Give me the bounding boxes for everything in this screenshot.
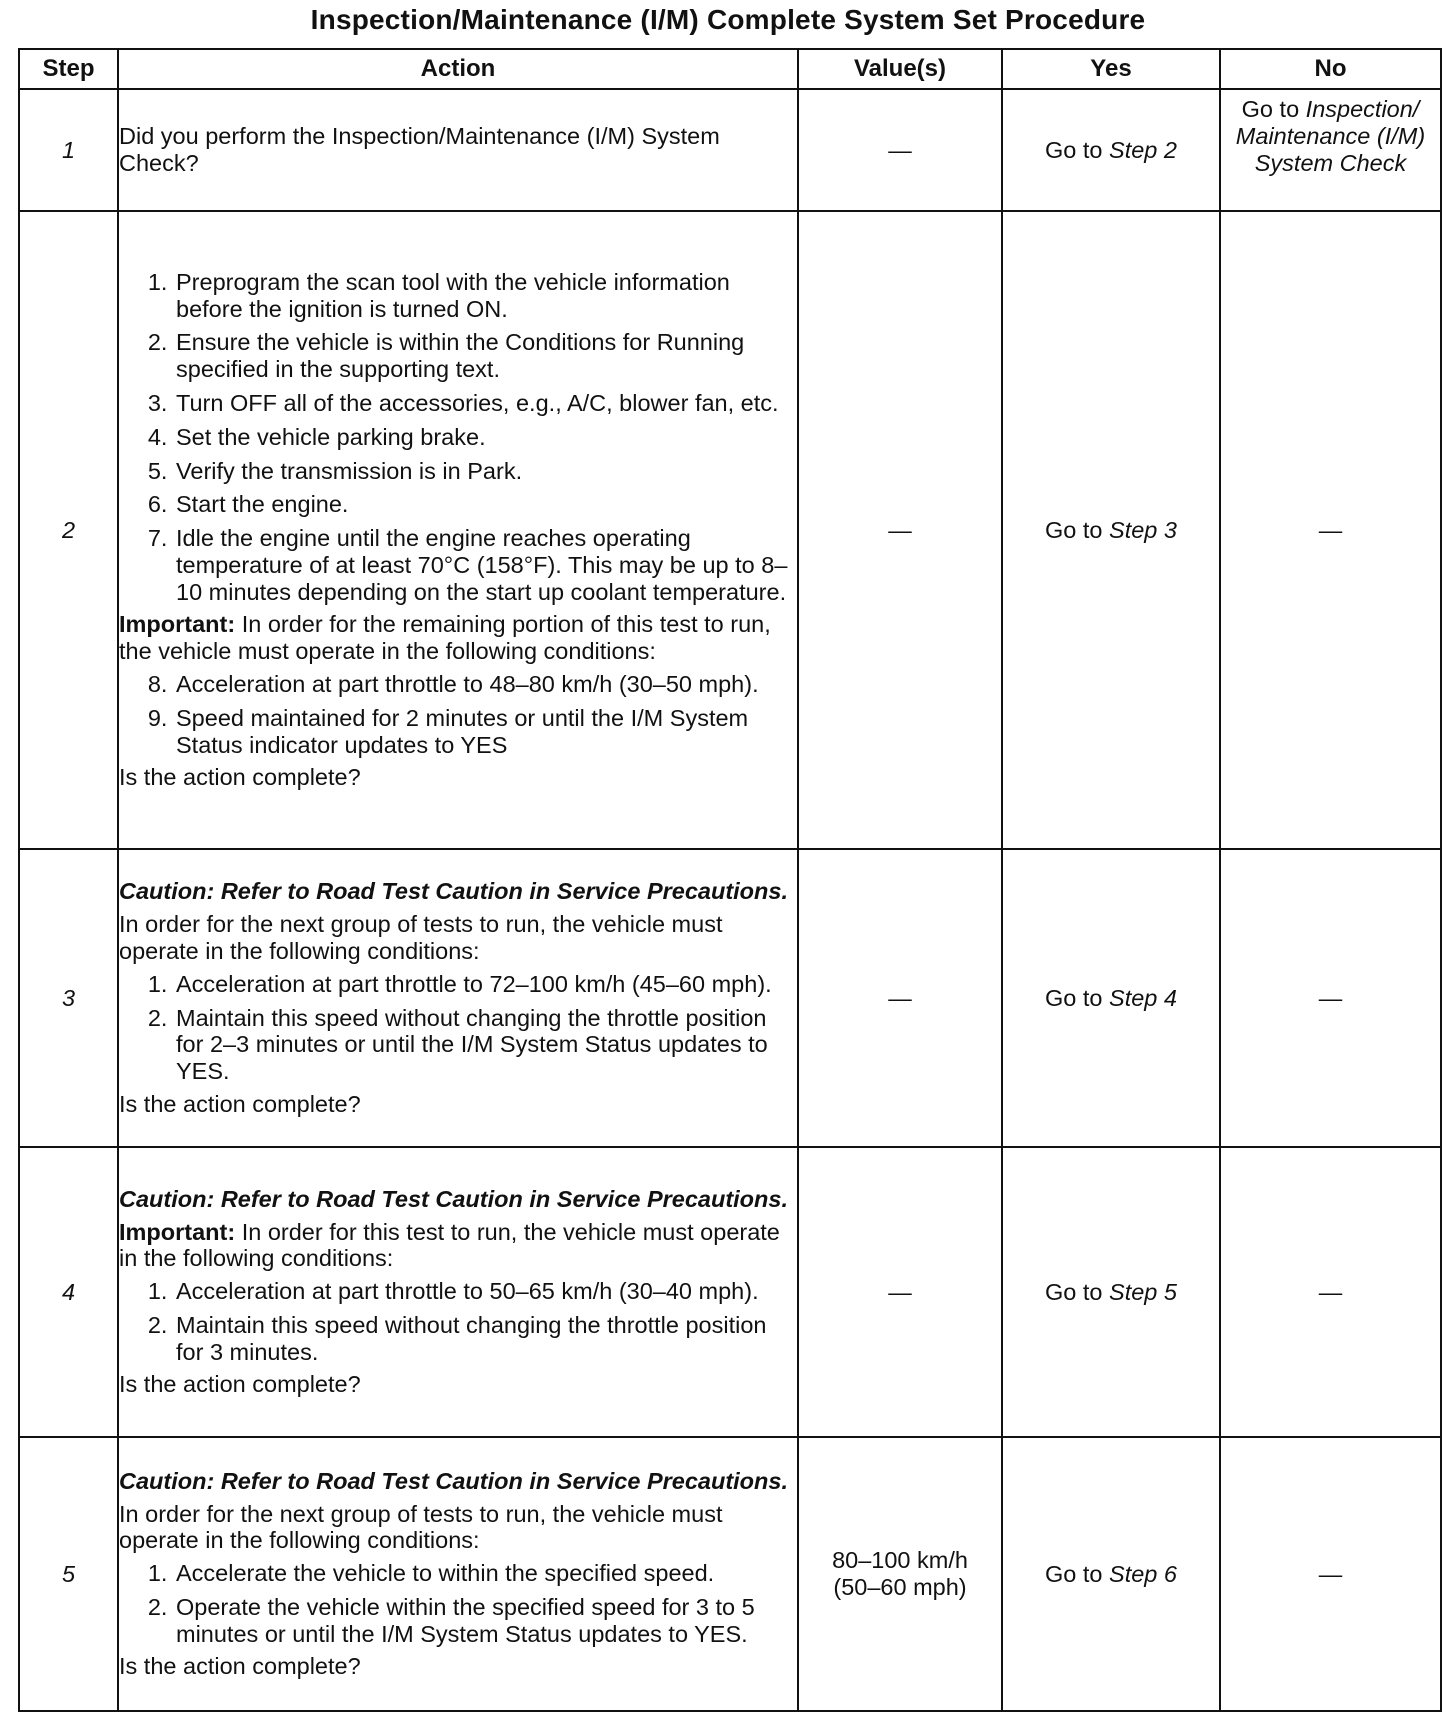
goto-label: Go to (1045, 1278, 1103, 1305)
goto-label: Go to (1045, 516, 1103, 543)
table-row (19, 849, 1441, 1147)
important-text: In order for this test to run, the vehicle must operate in the following conditions: (119, 1218, 780, 1272)
list-item: 5. Verify the transmission is in Park. (174, 458, 797, 485)
page-title: Inspection/Maintenance (I/M) Complete System Set Procedure (310, 4, 1146, 35)
value-cell: — (798, 89, 1002, 211)
header-row (19, 49, 1441, 89)
no-cell: — (1220, 1147, 1441, 1437)
caution-note: Caution: Refer to Road Test Caution in Service Precautions. (119, 1467, 788, 1494)
instruction-list (119, 269, 797, 606)
instruction-list (119, 971, 797, 1085)
value-cell: — (798, 211, 1002, 849)
step-number: 4 (19, 1147, 118, 1437)
goto-label: Go to (1045, 1560, 1103, 1587)
important-text: In order for the remaining portion of this test to run, the vehicle must operate in the following conditions: (119, 611, 771, 665)
list-item: 2. Ensure the vehicle is within the Conditions for Running specified in the supporting text. (174, 329, 797, 383)
yes-cell (1002, 211, 1220, 849)
no-cell: — (1220, 1437, 1441, 1711)
action-cell (118, 1437, 798, 1711)
table-row (19, 1437, 1441, 1711)
intro-text: In order for the next group of tests to run, the vehicle must operate in the following conditions: (119, 1500, 723, 1554)
list-item: 1. Acceleration at part throttle to 72–100 km/h (45–60 mph). (174, 971, 797, 998)
step-number: 3 (19, 849, 118, 1147)
important-label: Important: (119, 611, 236, 638)
yes-cell (1002, 1147, 1220, 1437)
step-number: 2 (19, 211, 118, 849)
list-item: 8. Acceleration at part throttle to 48–80 km/h (30–50 mph). (174, 671, 797, 698)
question-text: Is the action complete? (119, 1371, 361, 1398)
step-ref: Step 3 (1109, 516, 1177, 543)
step-number: 5 (19, 1437, 118, 1711)
goto-label: Go to (1045, 136, 1103, 163)
important-label: Important: (119, 1218, 236, 1245)
caution-note: Caution: Refer to Road Test Caution in Service Precautions. (119, 1185, 788, 1212)
question-text: Is the action complete? (119, 1090, 361, 1117)
procedure-table (18, 48, 1442, 1712)
list-item: 6. Start the engine. (174, 491, 797, 518)
header-step: Step (19, 49, 118, 89)
value-cell: — (798, 849, 1002, 1147)
question-text: Is the action complete? (119, 1653, 361, 1680)
speed-value-kmh: 80–100 km/h (832, 1547, 968, 1574)
yes-cell (1002, 849, 1220, 1147)
step-ref: Step 4 (1109, 984, 1177, 1011)
list-item: 2. Maintain this speed without changing the throttle position for 2–3 minutes or until the I/M System Status updates to YES. (174, 1005, 797, 1085)
list-item: 2. Maintain this speed without changing the throttle position for 3 minutes. (174, 1312, 797, 1366)
step-ref: Step 5 (1109, 1278, 1177, 1305)
goto-label: Go to (1241, 96, 1300, 122)
list-item: 9. Speed maintained for 2 minutes or until the I/M System Status indicator updates to YES (174, 705, 797, 759)
step-number: 1 (19, 89, 118, 211)
speed-value-mph: (50–60 mph) (833, 1574, 967, 1600)
list-item: 3. Turn OFF all of the accessories, e.g., A/C, blower fan, etc. (174, 390, 797, 417)
list-item: 7. Idle the engine until the engine reaches operating temperature of at least 70°C (158°F). This may be up to 8–10 minutes depending on the start up coolant temperature. (174, 525, 797, 605)
table-row (19, 89, 1441, 211)
action-text: Did you perform the Inspection/Maintenance (I/M) System Check? (119, 123, 720, 176)
procedure-ref: Inspection/ Maintenance (I/M) System Check (1235, 96, 1426, 176)
list-item: 2. Operate the vehicle within the specified speed for 3 to 5 minutes or until the I/M System Status updates to YES. (174, 1594, 797, 1648)
action-cell (118, 849, 798, 1147)
yes-cell (1002, 1437, 1220, 1711)
step-ref: Step 2 (1109, 136, 1177, 163)
list-item: 1. Acceleration at part throttle to 50–65 km/h (30–40 mph). (174, 1278, 797, 1305)
action-cell (118, 89, 798, 211)
intro-text: In order for the next group of tests to run, the vehicle must operate in the following conditions: (119, 911, 723, 964)
important-note (119, 1219, 797, 1273)
instruction-list (119, 1560, 797, 1647)
step-ref: Step 6 (1109, 1560, 1177, 1587)
caution-note: Caution: Refer to Road Test Caution in Service Precautions. (119, 878, 788, 905)
table-row (19, 1147, 1441, 1437)
question-text: Is the action complete? (119, 764, 361, 791)
list-item: 1. Preprogram the scan tool with the vehicle information before the ignition is turned ON. (174, 269, 797, 323)
goto-label: Go to (1045, 984, 1103, 1011)
action-cell (118, 211, 798, 849)
header-values: Value(s) (798, 49, 1002, 89)
header-yes: Yes (1002, 49, 1220, 89)
instruction-list (119, 671, 797, 758)
important-note (119, 611, 797, 665)
yes-cell (1002, 89, 1220, 211)
no-cell: — (1220, 849, 1441, 1147)
list-item: 1. Accelerate the vehicle to within the specified speed. (174, 1560, 797, 1587)
header-no: No (1220, 49, 1441, 89)
value-cell (798, 1437, 1002, 1711)
list-item: 4. Set the vehicle parking brake. (174, 424, 797, 451)
instruction-list (119, 1278, 797, 1365)
header-action: Action (118, 49, 798, 89)
no-cell (1220, 89, 1441, 211)
value-cell: — (798, 1147, 1002, 1437)
table-row (19, 211, 1441, 849)
no-cell: — (1220, 211, 1441, 849)
action-cell (118, 1147, 798, 1437)
